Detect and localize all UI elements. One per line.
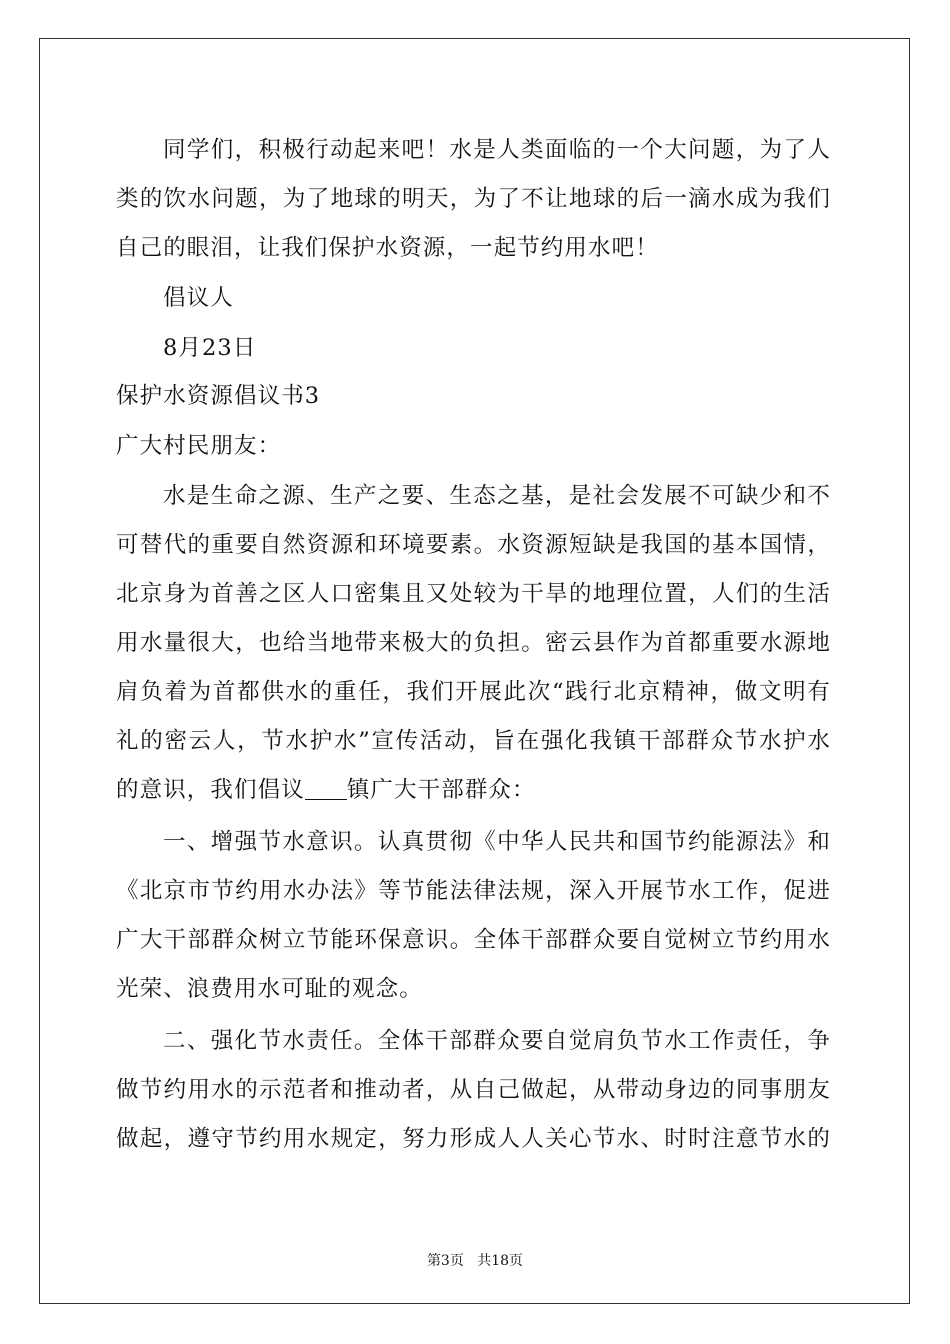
- paragraph-line: 做节约用水的示范者和推动者，从自己做起，从带动身边的同事朋友: [116, 1077, 831, 1103]
- page-border: [39, 38, 910, 1304]
- paragraph-line: 礼的密云人，节水护水”宣传活动，旨在强化我镇干部群众节水护水: [116, 728, 831, 754]
- paragraph-line: 同学们，积极行动起来吧！水是人类面临的一个大问题，为了人: [163, 137, 831, 163]
- paragraph-line: 自己的眼泪，让我们保护水资源，一起节约用水吧！: [116, 235, 659, 261]
- text-segment: 镇广大干部群众：: [346, 777, 536, 803]
- paragraph-line: 可替代的重要自然资源和环境要素。水资源短缺是我国的基本国情，: [116, 532, 831, 558]
- paragraph-line: 二、强化节水责任。全体干部群众要自觉肩负节水工作责任，争: [163, 1028, 831, 1054]
- paragraph-line: 做起，遵守节约用水规定，努力形成人人关心节水、时时注意节水的: [116, 1126, 831, 1152]
- signature: 倡议人: [163, 285, 234, 311]
- paragraph-line: 肩负着为首都供水的重任，我们开展此次“践行北京精神，做文明有: [116, 679, 831, 705]
- paragraph-line: 用水量很大，也给当地带来极大的负担。密云县作为首都重要水源地: [116, 630, 831, 656]
- page-number: 第3页: [426, 1253, 464, 1269]
- paragraph-line: 广大干部群众树立节能环保意识。全体干部群众要自觉树立节约用水: [116, 927, 831, 953]
- page-footer: [0, 1250, 950, 1270]
- fill-in-blank: [305, 779, 347, 800]
- paragraph-line: 《北京市节约用水办法》等节能法律法规，深入开展节水工作，促进: [116, 878, 831, 904]
- paragraph-line: 北京身为首善之区人口密集且又处较为干旱的地理位置，人们的生活: [116, 581, 831, 607]
- text-segment: 的意识，我们倡议: [116, 777, 305, 803]
- salutation: 广大村民朋友：: [116, 433, 282, 459]
- paragraph-line: 类的饮水问题，为了地球的明天，为了不让地球的后一滴水成为我们: [116, 186, 831, 212]
- paragraph-line: 水是生命之源、生产之要、生态之基，是社会发展不可缺少和不: [163, 483, 831, 509]
- section-title: 保护水资源倡议书3: [116, 383, 321, 409]
- paragraph-line: [116, 776, 536, 804]
- page-total: 共18页: [477, 1253, 524, 1269]
- paragraph-line: 一、增强节水意识。认真贯彻《中华人民共和国节约能源法》和: [163, 829, 831, 855]
- date: 8月23日: [163, 335, 257, 361]
- paragraph-line: 光荣、浪费用水可耻的观念。: [116, 976, 423, 1002]
